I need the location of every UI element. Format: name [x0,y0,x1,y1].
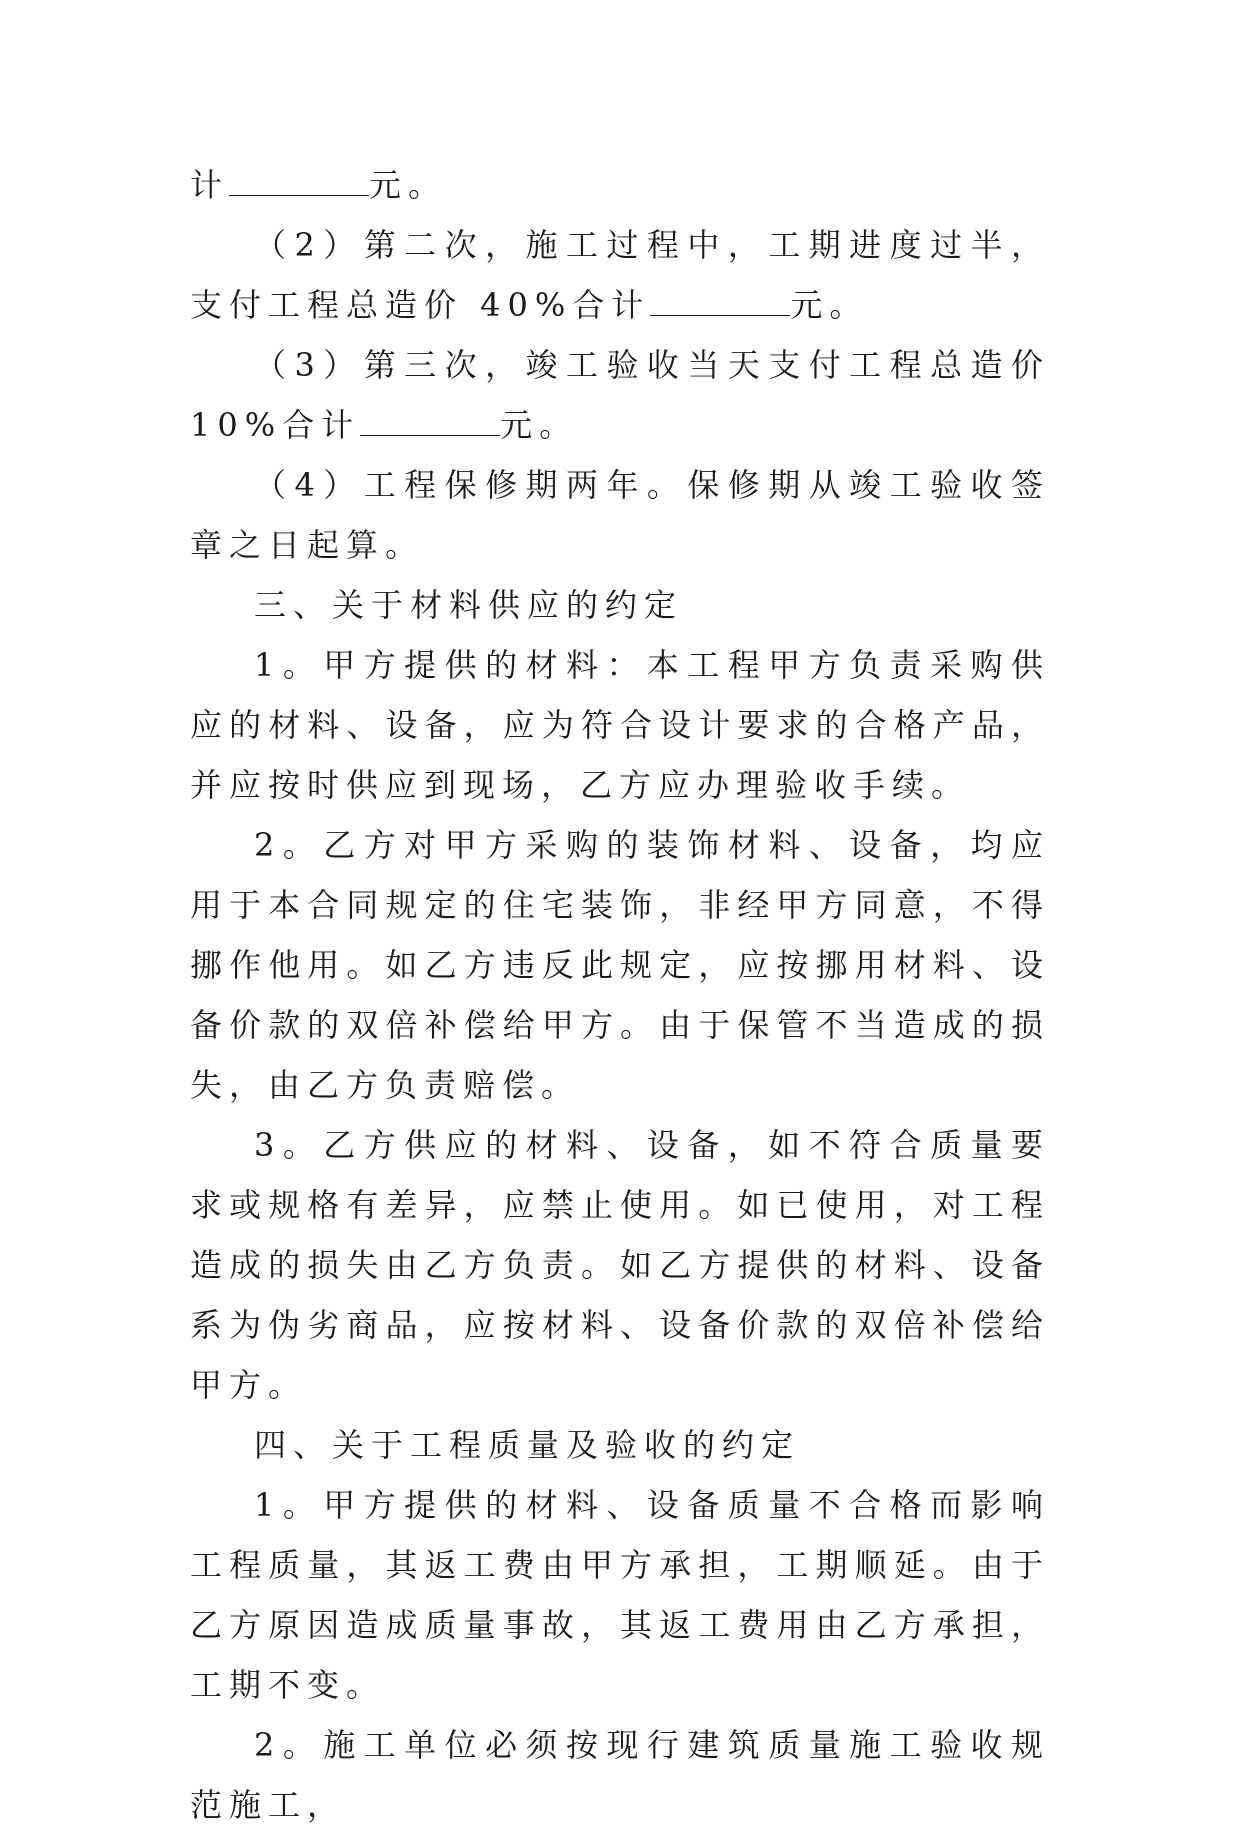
amount-blank [650,281,790,316]
paragraph-warranty [190,455,1050,575]
section-heading-materials [190,575,1050,635]
paragraph-materials-1 [190,635,1050,815]
paragraph-1-total-continued [190,155,1050,215]
paragraph-text: 2。施工单位必须按现行建筑质量施工验收规范施工， [190,1726,1050,1824]
paragraph-text: （4）工程保修期两年。保修期从竣工验收签章之日起算。 [190,466,1050,564]
paragraph-materials-2 [190,815,1050,1115]
paragraph-quality-1 [190,1475,1050,1715]
paragraph-text: 2。乙方对甲方采购的装饰材料、设备，均应用于本合同规定的住宅装饰，非经甲方同意，不得挪作他用。如乙方违反此规定，应按挪用材料、设备价款的双倍补偿给甲方。由于保管不当造成的损失，由乙方负责赔偿。 [190,826,1050,1104]
paragraph-payment-third [190,335,1050,455]
paragraph-text: （3）第三次，竣工验收当天支付工程总造价 10%合计 [190,346,1050,444]
paragraph-payment-second [190,215,1050,335]
paragraph-text-after: 元。 [369,166,448,204]
paragraph-text: 1。甲方提供的材料、设备质量不合格而影响工程质量，其返工费由甲方承担，工期顺延。由于乙方原因造成质量事故，其返工费用由乙方承担，工期不变。 [190,1486,1050,1704]
paragraph-quality-2 [190,1715,1050,1835]
section-heading-text: 三、关于材料供应的约定 [254,586,684,624]
paragraph-text: 1。甲方提供的材料：本工程甲方负责采购供应的材料、设备，应为符合设计要求的合格产品，并应按时供应到现场，乙方应办理验收手续。 [190,646,1050,804]
amount-blank [229,161,369,196]
amount-blank [360,401,500,436]
paragraph-text-after: 元。 [790,286,869,324]
paragraph-text: 计 [190,166,230,204]
paragraph-text: （2）第二次，施工过程中，工期进度过半，支付工程总造价 40%合计 [190,226,1050,324]
paragraph-materials-3 [190,1115,1050,1415]
section-heading-quality [190,1415,1050,1475]
section-heading-text: 四、关于工程质量及验收的约定 [254,1426,801,1464]
document-body [190,155,1050,1835]
paragraph-text-after: 元。 [500,406,579,444]
paragraph-text: 3。乙方供应的材料、设备，如不符合质量要求或规格有差异，应禁止使用。如已使用，对工程造成的损失由乙方负责。如乙方提供的材料、设备系为伪劣商品，应按材料、设备价款的双倍补偿给甲方。 [190,1126,1050,1404]
